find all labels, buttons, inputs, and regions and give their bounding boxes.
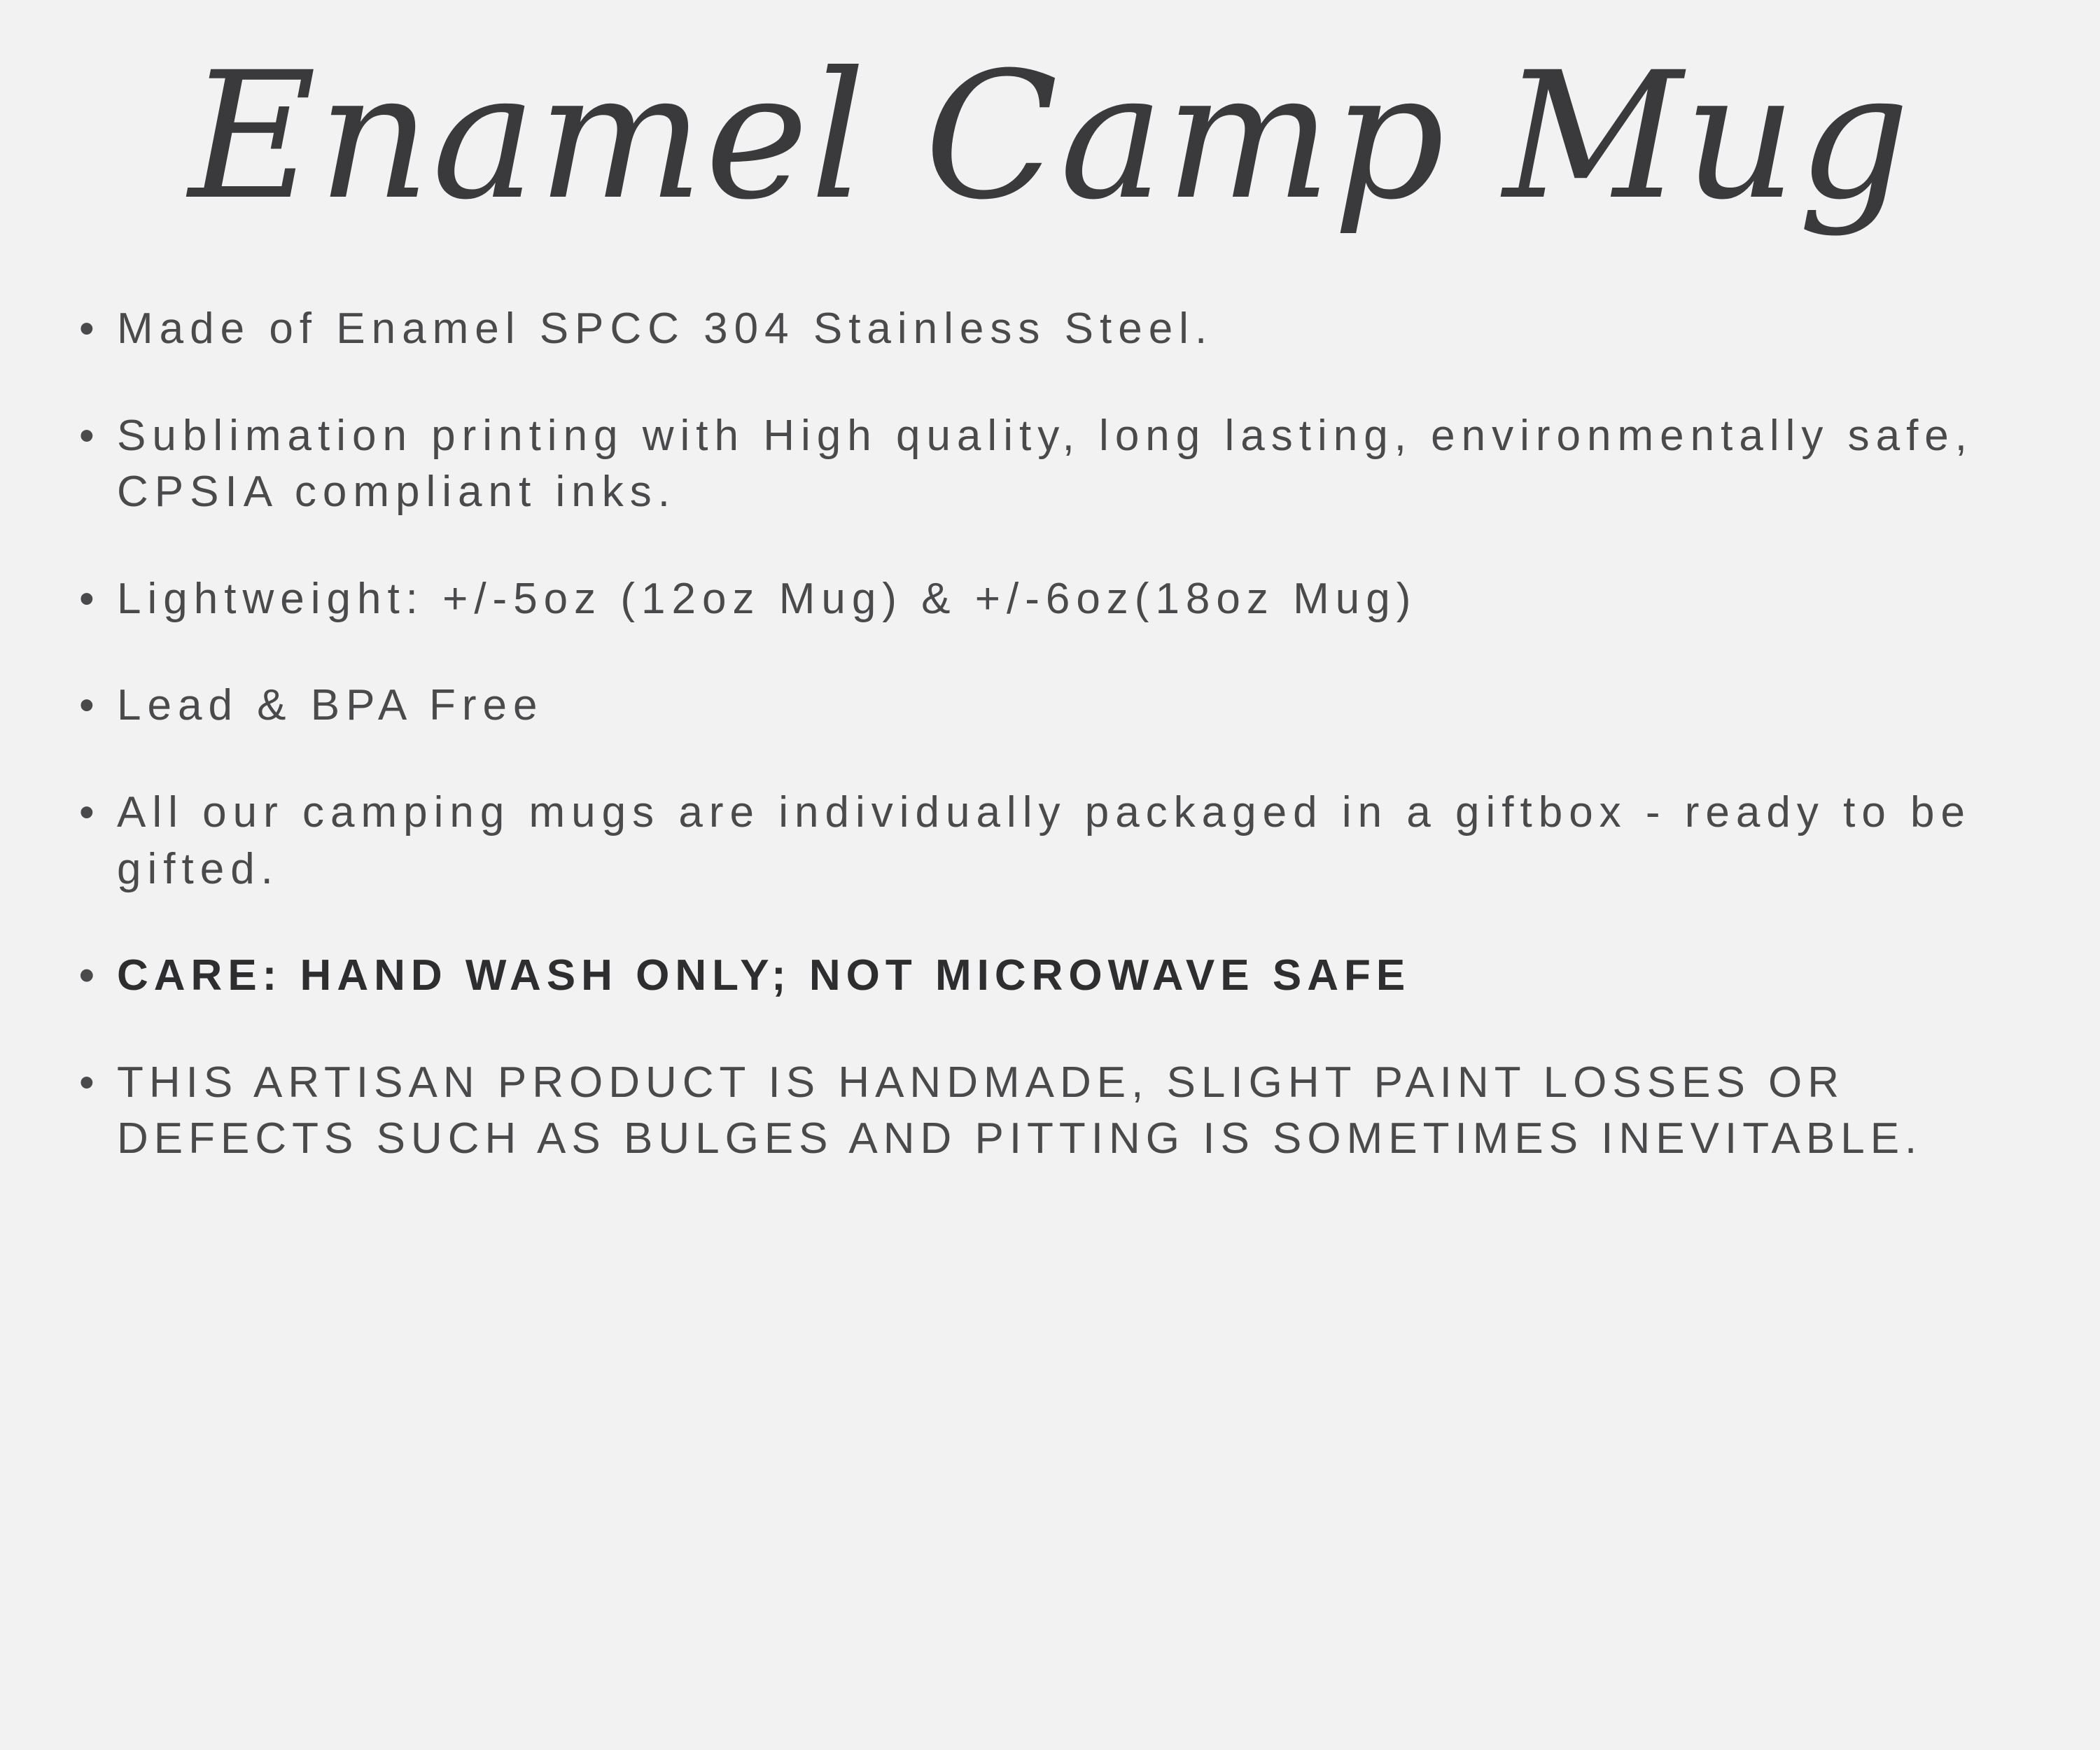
bullet-icon: • [79, 788, 101, 836]
bullet-icon: • [79, 951, 100, 1000]
list-item-text: Sublimation printing with High quality, long lasting, environmentally safe, CPSIA compliant inks. [117, 411, 1974, 517]
list-item-text: THIS ARTISAN PRODUCT IS HANDMADE, SLIGHT PAINT LOSSES OR DEFECTS SUCH AS BULGES AND PITTING IS SOMETIMES INEVITABLE. [117, 1058, 1923, 1163]
list-item [74, 785, 2023, 897]
list-item-text: Lightweight: +/-5oz (12oz Mug) & +/-6oz(18oz Mug) [117, 574, 1418, 623]
bullet-icon: • [79, 411, 101, 460]
list-item-text: CARE: HAND WASH ONLY; NOT MICROWAVE SAFE [117, 951, 1411, 1000]
list-item [74, 571, 2023, 628]
bullet-icon: • [79, 574, 101, 623]
bullet-icon: • [79, 1058, 100, 1107]
list-item-disclaimer [74, 1055, 2023, 1168]
list-item-text: Made of Enamel SPCC 304 Stainless Steel. [117, 304, 1214, 353]
list-item-text: Lead & BPA Free [117, 681, 544, 730]
feature-list [0, 301, 2100, 1168]
page-title: Enamel Camp Mug [188, 34, 1912, 238]
list-item-text: All our camping mugs are individually packaged in a giftbox - ready to be gifted. [117, 788, 1971, 893]
list-item [74, 678, 2023, 734]
bullet-icon: • [79, 681, 101, 730]
list-item [74, 408, 2023, 521]
list-item-care [74, 948, 2023, 1004]
list-item [74, 301, 2023, 358]
bullet-icon: • [79, 304, 101, 353]
